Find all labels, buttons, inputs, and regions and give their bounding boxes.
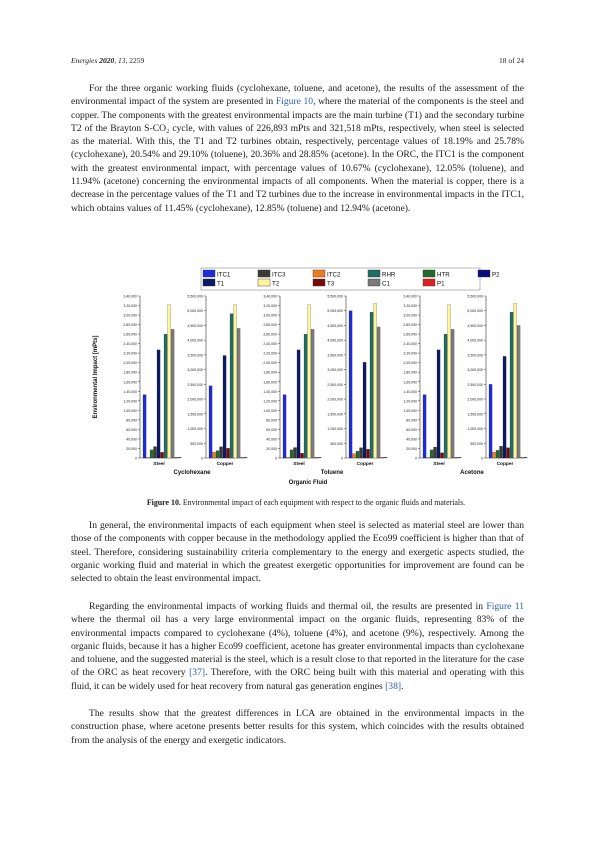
- article-id: 2259: [129, 56, 145, 65]
- y-tick-label: 0: [201, 456, 203, 461]
- y-tick-label: 1,500,000: [467, 412, 483, 417]
- y-tick-label: 1,80,000: [403, 370, 417, 375]
- bar-acetone-steel-itc2: [427, 457, 430, 458]
- legend-label-c1: C1: [382, 280, 390, 288]
- bar-cyclohexane-copper-p2: [244, 457, 247, 458]
- y-tick-label: 1,40,000: [263, 389, 277, 394]
- bar-cyclohexane-steel-htr: [150, 450, 153, 458]
- bar-acetone-copper-t1: [503, 356, 506, 458]
- bar-cyclohexane-copper-t3: [227, 448, 230, 458]
- page-number: 18 of 24: [499, 56, 524, 65]
- y-tick-label: 80,000: [406, 418, 417, 423]
- bar-acetone-steel-p2: [458, 457, 461, 458]
- y-tick-label: 2,000,000: [327, 397, 343, 402]
- bar-acetone-copper-c1: [517, 325, 520, 458]
- bar-acetone-steel-t3: [441, 453, 444, 458]
- figure-10-chart: [88, 264, 528, 494]
- y-axis-title: Environmental Impact [mPts]: [93, 335, 99, 419]
- legend-swatch-t2: [258, 279, 270, 286]
- fluid-label-toluene: Toluene: [320, 470, 344, 476]
- y-tick-label: 2,40,000: [123, 342, 137, 347]
- bar-cyclohexane-copper-t1: [223, 355, 226, 458]
- y-tick-label: 60,000: [126, 427, 137, 432]
- bar-cyclohexane-steel-rhr: [164, 334, 167, 458]
- y-tick-label: 80,000: [266, 418, 277, 423]
- y-tick-label: 5,000,000: [187, 309, 203, 314]
- y-tick-label: 1,00,000: [403, 408, 417, 413]
- bar-cyclohexane-steel-c1: [171, 329, 174, 458]
- caption-text: Environmental impact of each equipment with respect to the organic fluids and materials.: [182, 498, 466, 507]
- y-tick-label: 2,60,000: [403, 332, 417, 337]
- y-tick-label: 2,500,000: [187, 382, 203, 387]
- y-tick-label: 2,20,000: [263, 351, 277, 356]
- legend-label-itc2: ITC2: [327, 271, 341, 279]
- y-tick-label: 2,500,000: [467, 382, 483, 387]
- y-tick-label: 1,60,000: [403, 380, 417, 385]
- y-tick-label: 20,000: [126, 446, 137, 451]
- legend-swatch-p1: [423, 279, 435, 286]
- legend-label-itc1: ITC1: [217, 271, 231, 279]
- y-tick-label: 0: [415, 456, 417, 461]
- y-tick-label: 3,500,000: [187, 353, 203, 358]
- paragraph-2: In general, the environmental impacts of each equipment when steel is selected as material steel are lower than those of the components with copper because in the methodology applied the Eco99 coefficient is higher than that of steel. Therefore, considering sustainability criteria complementary to the energy and exergetic aspects studied, the organic working fluid and material in which the greatest exergetic opportunities for improvement are found can be selected to obtain the least environmental impact.: [71, 520, 524, 585]
- y-tick-label: 2,40,000: [403, 342, 417, 347]
- y-tick-label: 500,000: [470, 441, 483, 446]
- y-tick-label: 40,000: [126, 437, 137, 442]
- y-tick-label: 2,40,000: [263, 342, 277, 347]
- y-tick-label: 5,000,000: [327, 309, 343, 314]
- y-tick-label: 1,40,000: [403, 389, 417, 394]
- bar-acetone-copper-htr: [496, 450, 499, 458]
- y-tick-label: 80,000: [126, 418, 137, 423]
- y-tick-label: 40,000: [406, 437, 417, 442]
- bar-toluene-copper-p2: [384, 457, 387, 458]
- bar-toluene-steel-itc2: [287, 457, 290, 458]
- legend-swatch-itc1: [203, 270, 215, 277]
- legend-swatch-p2: [478, 270, 490, 277]
- journal-volume: 13: [118, 56, 126, 65]
- legend-swatch-c1: [368, 279, 380, 286]
- bar-cyclohexane-steel-p1: [175, 457, 178, 458]
- y-tick-label: 1,20,000: [263, 399, 277, 404]
- material-label: Copper: [356, 462, 374, 467]
- y-tick-label: 2,20,000: [403, 351, 417, 356]
- y-tick-label: 3,000,000: [467, 368, 483, 373]
- bar-toluene-steel-itc3: [294, 448, 297, 458]
- y-tick-label: 3,00,000: [263, 313, 277, 318]
- legend-label-rhr: RHR: [382, 271, 396, 279]
- y-tick-label: 2,000,000: [187, 397, 203, 402]
- fluid-label-acetone: Acetone: [460, 470, 484, 476]
- legend-label-t1: T1: [217, 280, 225, 288]
- bar-cyclohexane-copper-htr: [216, 451, 219, 458]
- paragraph-1: For the three organic working fluids (cyclohexane, toluene, and acetone), the results of the assessment of the environmental impact of the system are presented in Figure 10, where the material of the components is the steel and copper. The components with the greatest environmental impacts are the main turbine (T1) and the secondary turbine T2 of the Brayton S-CO₂ cycle, with values of 226,893 mPts and 321,518 mPts, respectively, when steel is selected as the material. With this, the T1 and T2 turbines obtain, respectively, percentage values of 18.19% and 25.78% (cyclohexane), 20.54% and 29.10% (toluene), 20.36% and 28.85% (acetone). In the ORC, the ITC1 is the component with the greatest environmental impact, with percentage values of 10.67% (cyclohexane), 12.05% (toluene), and 11.94% (acetone) concerning the environmental impacts of all components. When the material is copper, there is a decrease in the percentage values of the T1 and T2 turbines due to the increase in environmental impacts in the ITC1, which obtains values of 11.45% (cyclohexane), 12.85% (toluene) and 12.94% (acetone).: [71, 83, 524, 214]
- bar-cyclohexane-copper-itc2: [213, 452, 216, 458]
- material-label: Steel: [153, 462, 165, 467]
- y-tick-label: 3,40,000: [263, 294, 277, 299]
- y-tick-label: 4,000,000: [327, 338, 343, 343]
- paragraph-4: The results show that the greatest differences in LCA are obtained in the environmental impacts in the construction phase, where acetone presents better results for this system, which coincides with the results obtained from the analysis of the energy and exergetic indicators.: [71, 708, 524, 746]
- caption-label: Figure 10.: [146, 498, 181, 507]
- y-tick-label: 3,20,000: [123, 304, 137, 309]
- y-tick-label: 3,20,000: [263, 304, 277, 309]
- y-tick-label: 1,000,000: [467, 427, 483, 432]
- bar-toluene-copper-rhr: [370, 312, 373, 458]
- legend-swatch-t3: [313, 279, 325, 286]
- bar-acetone-copper-p2: [524, 457, 527, 458]
- y-tick-label: 1,000,000: [327, 427, 343, 432]
- material-label: Steel: [433, 462, 445, 467]
- y-tick-label: 2,80,000: [123, 323, 137, 328]
- bar-cyclohexane-steel-t1: [157, 350, 160, 458]
- bar-acetone-copper-itc3: [500, 446, 503, 458]
- y-tick-label: 500,000: [330, 441, 343, 446]
- y-tick-label: 5,500,000: [327, 294, 343, 299]
- y-tick-label: 2,60,000: [263, 332, 277, 337]
- bar-toluene-steel-t3: [301, 453, 304, 458]
- bar-toluene-steel-htr: [290, 450, 293, 458]
- bar-toluene-copper-t1: [363, 362, 366, 458]
- bar-acetone-steel-itc3: [434, 447, 437, 458]
- y-tick-label: 2,60,000: [123, 332, 137, 337]
- y-tick-label: 60,000: [266, 427, 277, 432]
- bar-acetone-steel-rhr: [444, 334, 447, 458]
- legend-label-htr: HTR: [437, 271, 450, 279]
- material-label: Copper: [496, 462, 514, 467]
- y-tick-label: 4,000,000: [467, 338, 483, 343]
- bar-cyclohexane-copper-itc1: [209, 386, 212, 458]
- bar-cyclohexane-copper-t2: [234, 305, 237, 458]
- bar-toluene-copper-itc1: [349, 311, 352, 458]
- bar-cyclohexane-steel-itc2: [147, 457, 150, 458]
- bar-toluene-steel-p1: [315, 457, 318, 458]
- legend-label-p1: P1: [437, 280, 445, 288]
- y-tick-label: 0: [275, 456, 277, 461]
- y-tick-label: 40,000: [266, 437, 277, 442]
- bar-acetone-copper-t3: [507, 448, 510, 458]
- legend-swatch-itc3: [258, 270, 270, 277]
- y-tick-label: 1,60,000: [263, 380, 277, 385]
- y-tick-label: 5,500,000: [187, 294, 203, 299]
- y-tick-label: 60,000: [406, 427, 417, 432]
- legend-label-itc3: ITC3: [272, 271, 286, 279]
- bar-toluene-steel-t1: [297, 350, 300, 458]
- legend-label-t2: T2: [272, 280, 280, 288]
- bar-cyclohexane-copper-c1: [237, 328, 240, 458]
- x-axis-title: Organic Fluid: [288, 480, 328, 486]
- y-tick-label: 3,00,000: [123, 313, 137, 318]
- bar-toluene-copper-c1: [377, 327, 380, 458]
- legend-swatch-itc2: [313, 270, 325, 277]
- legend-label-t3: T3: [327, 280, 335, 288]
- y-tick-label: 20,000: [406, 446, 417, 451]
- bar-cyclohexane-steel-t3: [161, 452, 164, 458]
- bar-toluene-copper-p1: [381, 457, 384, 458]
- y-tick-label: 4,500,000: [187, 323, 203, 328]
- bar-toluene-copper-htr: [356, 451, 359, 458]
- legend-swatch-t1: [203, 279, 215, 286]
- bar-cyclohexane-steel-p2: [178, 457, 181, 458]
- y-tick-label: 1,00,000: [263, 408, 277, 413]
- bar-toluene-copper-itc3: [360, 448, 363, 458]
- bar-acetone-steel-p1: [455, 457, 458, 458]
- y-tick-label: 1,80,000: [263, 370, 277, 375]
- bar-toluene-steel-c1: [311, 329, 314, 458]
- y-tick-label: 5,500,000: [467, 294, 483, 299]
- y-tick-label: 1,500,000: [187, 412, 203, 417]
- y-tick-label: 1,500,000: [327, 412, 343, 417]
- y-tick-label: 3,000,000: [187, 368, 203, 373]
- bar-cyclohexane-copper-itc3: [220, 447, 223, 458]
- bar-acetone-steel-htr: [430, 450, 433, 458]
- y-tick-label: 0: [135, 456, 137, 461]
- bar-toluene-steel-t2: [308, 305, 311, 458]
- y-tick-label: 1,20,000: [123, 399, 137, 404]
- bar-cyclohexane-steel-t2: [168, 305, 171, 458]
- y-tick-label: 0: [481, 456, 483, 461]
- material-label: Copper: [216, 462, 234, 467]
- y-tick-label: 2,80,000: [263, 323, 277, 328]
- bar-toluene-steel-itc1: [283, 395, 286, 458]
- legend-swatch-htr: [423, 270, 435, 277]
- y-tick-label: 2,20,000: [123, 351, 137, 356]
- bar-acetone-copper-rhr: [510, 312, 513, 458]
- y-tick-label: 2,000,000: [467, 397, 483, 402]
- journal-name: Energies: [71, 56, 98, 65]
- journal-year: 2020: [99, 56, 115, 65]
- bar-cyclohexane-steel-itc3: [154, 447, 157, 458]
- bar-acetone-steel-c1: [451, 329, 454, 458]
- y-tick-label: 3,000,000: [327, 368, 343, 373]
- bar-acetone-copper-p1: [521, 457, 524, 458]
- y-tick-label: 1,60,000: [123, 380, 137, 385]
- y-tick-label: 2,500,000: [327, 382, 343, 387]
- bar-acetone-copper-itc2: [493, 452, 496, 458]
- y-tick-label: 4,000,000: [187, 338, 203, 343]
- figure-10: [88, 264, 528, 499]
- y-tick-label: 3,500,000: [467, 353, 483, 358]
- bar-toluene-copper-t2: [374, 303, 377, 458]
- bar-acetone-copper-t2: [514, 303, 517, 458]
- bar-cyclohexane-steel-itc1: [143, 395, 146, 458]
- y-tick-label: 3,500,000: [327, 353, 343, 358]
- bar-cyclohexane-copper-rhr: [230, 314, 233, 458]
- y-tick-label: 20,000: [266, 446, 277, 451]
- bar-acetone-copper-itc1: [489, 384, 492, 458]
- fluid-label-cyclohexane: Cyclohexane: [173, 470, 211, 476]
- figure-caption: [96, 498, 516, 507]
- y-tick-label: 3,40,000: [403, 294, 417, 299]
- y-tick-label: 2,00,000: [263, 361, 277, 366]
- y-tick-label: 4,500,000: [327, 323, 343, 328]
- y-tick-label: 2,00,000: [123, 361, 137, 366]
- y-tick-label: 500,000: [190, 441, 203, 446]
- y-tick-label: 3,20,000: [403, 304, 417, 309]
- legend-label-p2: P2: [492, 271, 500, 279]
- bar-toluene-copper-t3: [367, 449, 370, 458]
- y-tick-label: 3,00,000: [403, 313, 417, 318]
- y-tick-label: 1,000,000: [187, 427, 203, 432]
- running-header-citation: Energies 2020, 13, 2259: [71, 56, 145, 65]
- material-label: Steel: [293, 462, 305, 467]
- legend-swatch-rhr: [368, 270, 380, 277]
- bar-toluene-copper-itc2: [353, 454, 356, 458]
- y-tick-label: 1,00,000: [123, 408, 137, 413]
- paragraph-3: Regarding the environmental impacts of working fluids and thermal oil, the results are presented in Figure 11 where the thermal oil has a very large environmental impact on the organic fluids, representing 83% of the environmental impacts compared to cyclohexane (4%), toluene (4%), and acetone (9%), respectively. Among the organic fluids, because it has a higher Eco99 coefficient, acetone has greater environmental impacts than cyclohexane and toluene, and the suggested material is the steel, which is a result close to that reported in the literature for the case of the ORC as heat recovery [37]. Therefore, with the ORC being built with this material and operating with this fluid, it can be widely used for heat recovery from natural gas generation engines [38].: [71, 601, 524, 692]
- bar-toluene-steel-p2: [318, 457, 321, 458]
- y-tick-label: 1,80,000: [123, 370, 137, 375]
- y-tick-label: 3,40,000: [123, 294, 137, 299]
- bar-acetone-steel-t2: [448, 305, 451, 458]
- bar-toluene-steel-rhr: [304, 334, 307, 458]
- bar-cyclohexane-copper-p1: [241, 457, 244, 458]
- y-tick-label: 1,20,000: [403, 399, 417, 404]
- y-tick-label: 2,00,000: [403, 361, 417, 366]
- y-tick-label: 4,500,000: [467, 323, 483, 328]
- bar-acetone-steel-itc1: [423, 395, 426, 458]
- y-tick-label: 5,000,000: [467, 309, 483, 314]
- y-tick-label: 1,40,000: [123, 389, 137, 394]
- bar-acetone-steel-t1: [437, 350, 440, 458]
- y-tick-label: 2,80,000: [403, 323, 417, 328]
- y-tick-label: 0: [341, 456, 343, 461]
